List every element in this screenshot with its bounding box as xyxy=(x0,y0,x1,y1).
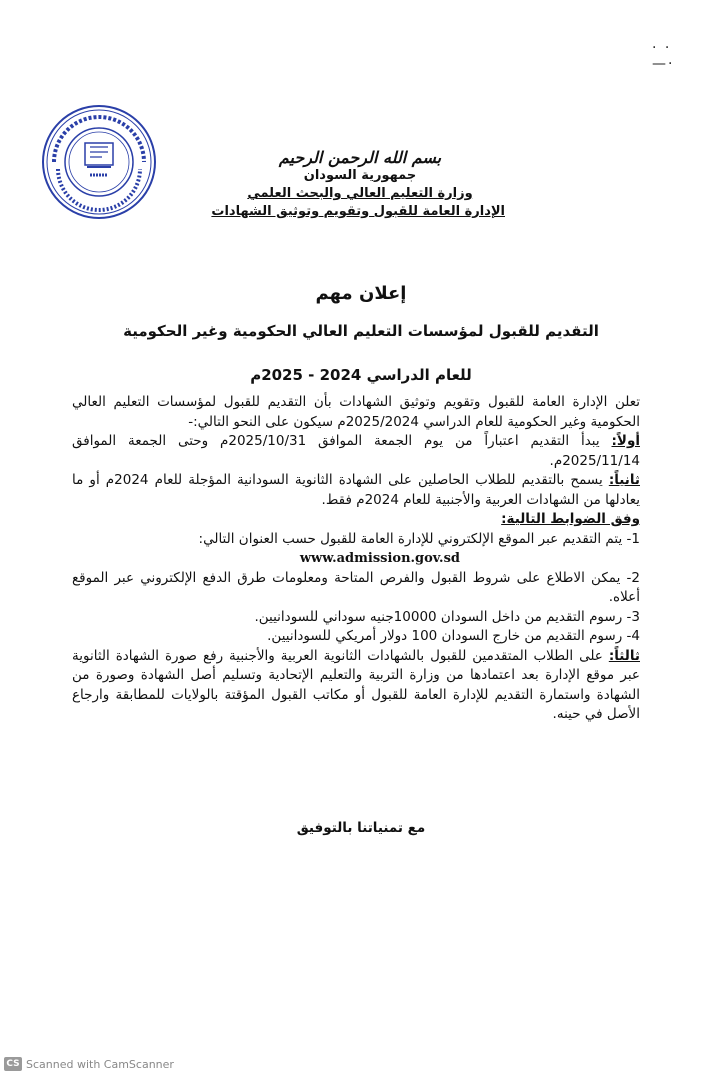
third-clause xyxy=(72,647,640,725)
second-label: ثانياً: xyxy=(608,472,640,488)
margin-marks: · · —· xyxy=(652,40,675,72)
announcement-body xyxy=(72,393,640,725)
letterhead xyxy=(211,148,505,221)
third-text: على الطلاب المتقدمين للقبول بالشهادات الثانوية العربية والأجنبية رفع صورة الشهادة الثانوية عبر موقع الإدارة بعد اعتمادها من وزارة التربية والتعليم الإتحادية وتسليم أصل الشهادة وصورة من الشهادة واستمارة التقديم للإدارة العامة للقبول أو مكاتب القبول المؤقتة بالولايات للمطابقة وارجاع الأصل في حينه. xyxy=(72,647,640,722)
ministry-name: وزارة التعليم العالي والبحث العلمي xyxy=(247,186,473,201)
first-clause xyxy=(72,432,640,471)
rule-item: 2- يمكن الاطلاع على شروط القبول والفرص المتاحة ومعلومات طرق الدفع الإلكتروني عبر الموقع أعلاه. xyxy=(72,569,640,605)
first-label: أولاً: xyxy=(611,433,640,449)
rules-heading: وفق الضوابط التالية: xyxy=(501,511,640,527)
bismillah: بسم الله الرحمن الرحيم xyxy=(278,148,442,167)
academic-year: للعام الدراسي 2024 - 2025م xyxy=(250,366,472,384)
announcement-subtitle: التقديم للقبول لمؤسسات التعليم العالي الحكومية وغير الحكومية xyxy=(123,322,599,340)
scanner-watermark xyxy=(4,1057,174,1071)
intro-paragraph: تعلن الإدارة العامة للقبول وتقويم وتوثيق الشهادات بأن التقديم للقبول لمؤسسات التعليم العالي الحكومية وغير الحكومية للعام الدراسي 2025/2024م سيكون على النحو التالي:- xyxy=(72,394,640,430)
closing-line: مع تمنياتنا بالتوفيق xyxy=(296,820,426,836)
country-name: جمهورية السودان xyxy=(303,168,417,183)
third-label: ثالثاً: xyxy=(608,647,640,664)
watermark-text: Scanned with CamScanner xyxy=(26,1057,174,1071)
camscanner-icon: CS xyxy=(4,1057,22,1071)
second-clause xyxy=(72,471,640,510)
department-name: الإدارة العامة للقبول وتقويم وتوثيق الشهادات xyxy=(211,204,505,219)
announcement-title: إعلان مهم xyxy=(315,283,407,304)
rule-item: 3- رسوم التقديم من داخل السودان 10000جنيه سوداني للسودانيين. xyxy=(254,608,640,625)
rule-item: 4- رسوم التقديم من خارج السودان 100 دولار أمريكي للسودانيين. xyxy=(267,628,640,644)
ministry-seal xyxy=(40,103,158,221)
second-text: يسمح بالتقديم للطلاب الحاصلين على الشهادة الثانوية السودانية المؤجلة للعام 2024م أو ما يعادلها من الشهادات العربية والأجنبية للعام 2024م فقط. xyxy=(72,472,640,508)
rule-item: 1- يتم التقديم عبر الموقع الإلكتروني للإدارة العامة للقبول حسب العنوان التالي: xyxy=(198,530,640,547)
website-link[interactable]: www.admission.gov.sd xyxy=(299,551,460,566)
first-text: يبدأ التقديم اعتباراً من يوم الجمعة الموافق 2025/10/31م وحتى الجمعة الموافق 2025/11/14م. xyxy=(72,433,640,469)
